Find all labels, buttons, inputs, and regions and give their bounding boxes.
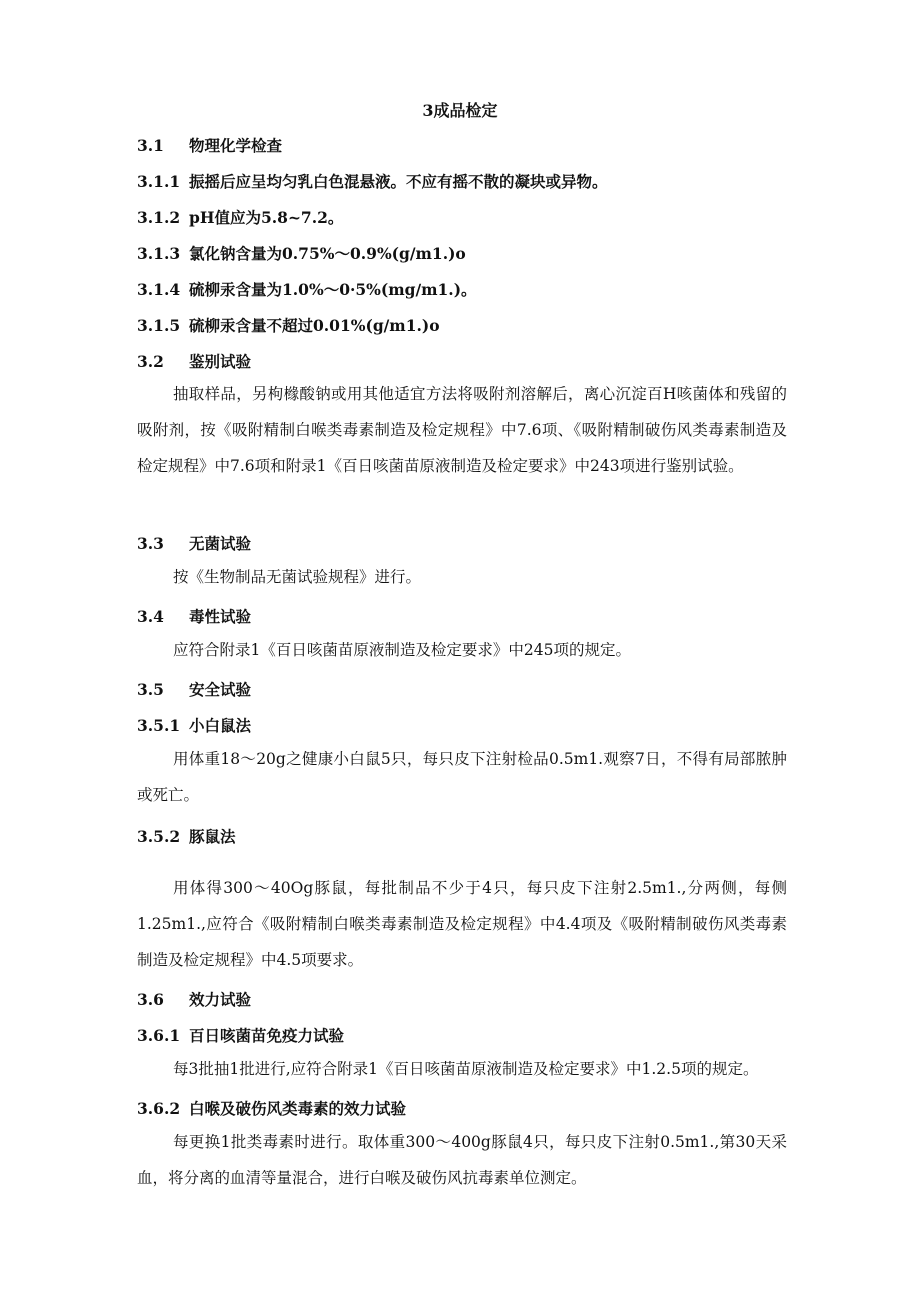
- heading-3-6: 3.6 效力试验: [137, 990, 252, 1009]
- heading-3-2: 3.2 鉴别试验: [137, 352, 252, 371]
- heading-3-5: 3.5 安全试验: [137, 680, 252, 699]
- heading-3-6-1: 3.6.1 百日咳菌苗免疫力试验: [137, 1026, 345, 1045]
- heading-3-1-4: 3.1.4 硫柳汞含量为1.0%～0·5%(mg∕m1.)。: [137, 280, 477, 299]
- paragraph-3-5-1: 用体重18～20g之健康小白鼠5只，每只皮下注射检品0.5m1.观察7日，不得有局部脓肿或死亡。: [137, 750, 787, 804]
- heading-3-4: 3.4 毒性试验: [137, 607, 252, 626]
- paragraph-3-6-2: 每更换1批类毒素时进行。取体重300～400g豚鼠4只，每只皮下注射0.5m1.,第30天采血，将分离的血清等量混合，进行白喉及破伤风抗毒素单位测定。: [137, 1133, 787, 1187]
- heading-3-3: 3.3 无菌试验: [137, 534, 252, 553]
- heading-3-5-2: 3.5.2 豚鼠法: [137, 827, 236, 846]
- paragraph-3-4: 应符合附录1《百日咳菌苗原液制造及检定要求》中245项的规定。: [173, 641, 631, 659]
- paragraph-3-2: 抽取样品，另枸橼酸钠或用其他适宜方法将吸附剂溶解后，离心沉淀百H咳菌体和残留的吸附剂，按《吸附精制白喉类毒素制造及检定规程》中7.6项、《吸附精制破伤风类毒素制造及检定规程》中7.6项和附录1《百日咳菌苗原液制造及检定要求》中243项进行鉴别试验。: [137, 385, 787, 475]
- section-title: 3成品检定: [422, 101, 498, 120]
- heading-3-6-2: 3.6.2 白喉及破伤风类毒素的效力试验: [137, 1099, 407, 1118]
- paragraph-3-6-1: 每3批抽1批进行,应符合附录1《百日咳菌苗原液制造及检定要求》中1.2.5项的规定。: [173, 1060, 759, 1078]
- heading-3-1: 3.1 物理化学检查: [137, 136, 283, 155]
- paragraph-3-5-2: 用体得300～40Og豚鼠，每批制品不少于4只，每只皮下注射2.5m1.,分两侧，每侧1.25m1.,应符合《吸附精制白喉类毒素制造及检定规程》中4.4项及《吸附精制破伤风类毒素制造及检定规程》中4.5项要求。: [137, 879, 787, 969]
- heading-3-1-1: 3.1.1 振摇后应呈均匀乳白色混悬液。不应有摇不散的凝块或异物。: [137, 172, 608, 191]
- heading-3-1-3: 3.1.3 氯化钠含量为0.75%～0.9%(g/m1.)o: [137, 244, 466, 263]
- paragraph-3-3: 按《生物制品无菌试验规程》进行。: [173, 568, 422, 586]
- heading-3-1-2: 3.1.2 pH值应为5.8~7.2。: [137, 208, 344, 227]
- heading-3-5-1: 3.5.1 小白鼠法: [137, 716, 252, 735]
- heading-3-1-5: 3.1.5 硫柳汞含量不超过0.01%(g/m1.)o: [137, 316, 440, 335]
